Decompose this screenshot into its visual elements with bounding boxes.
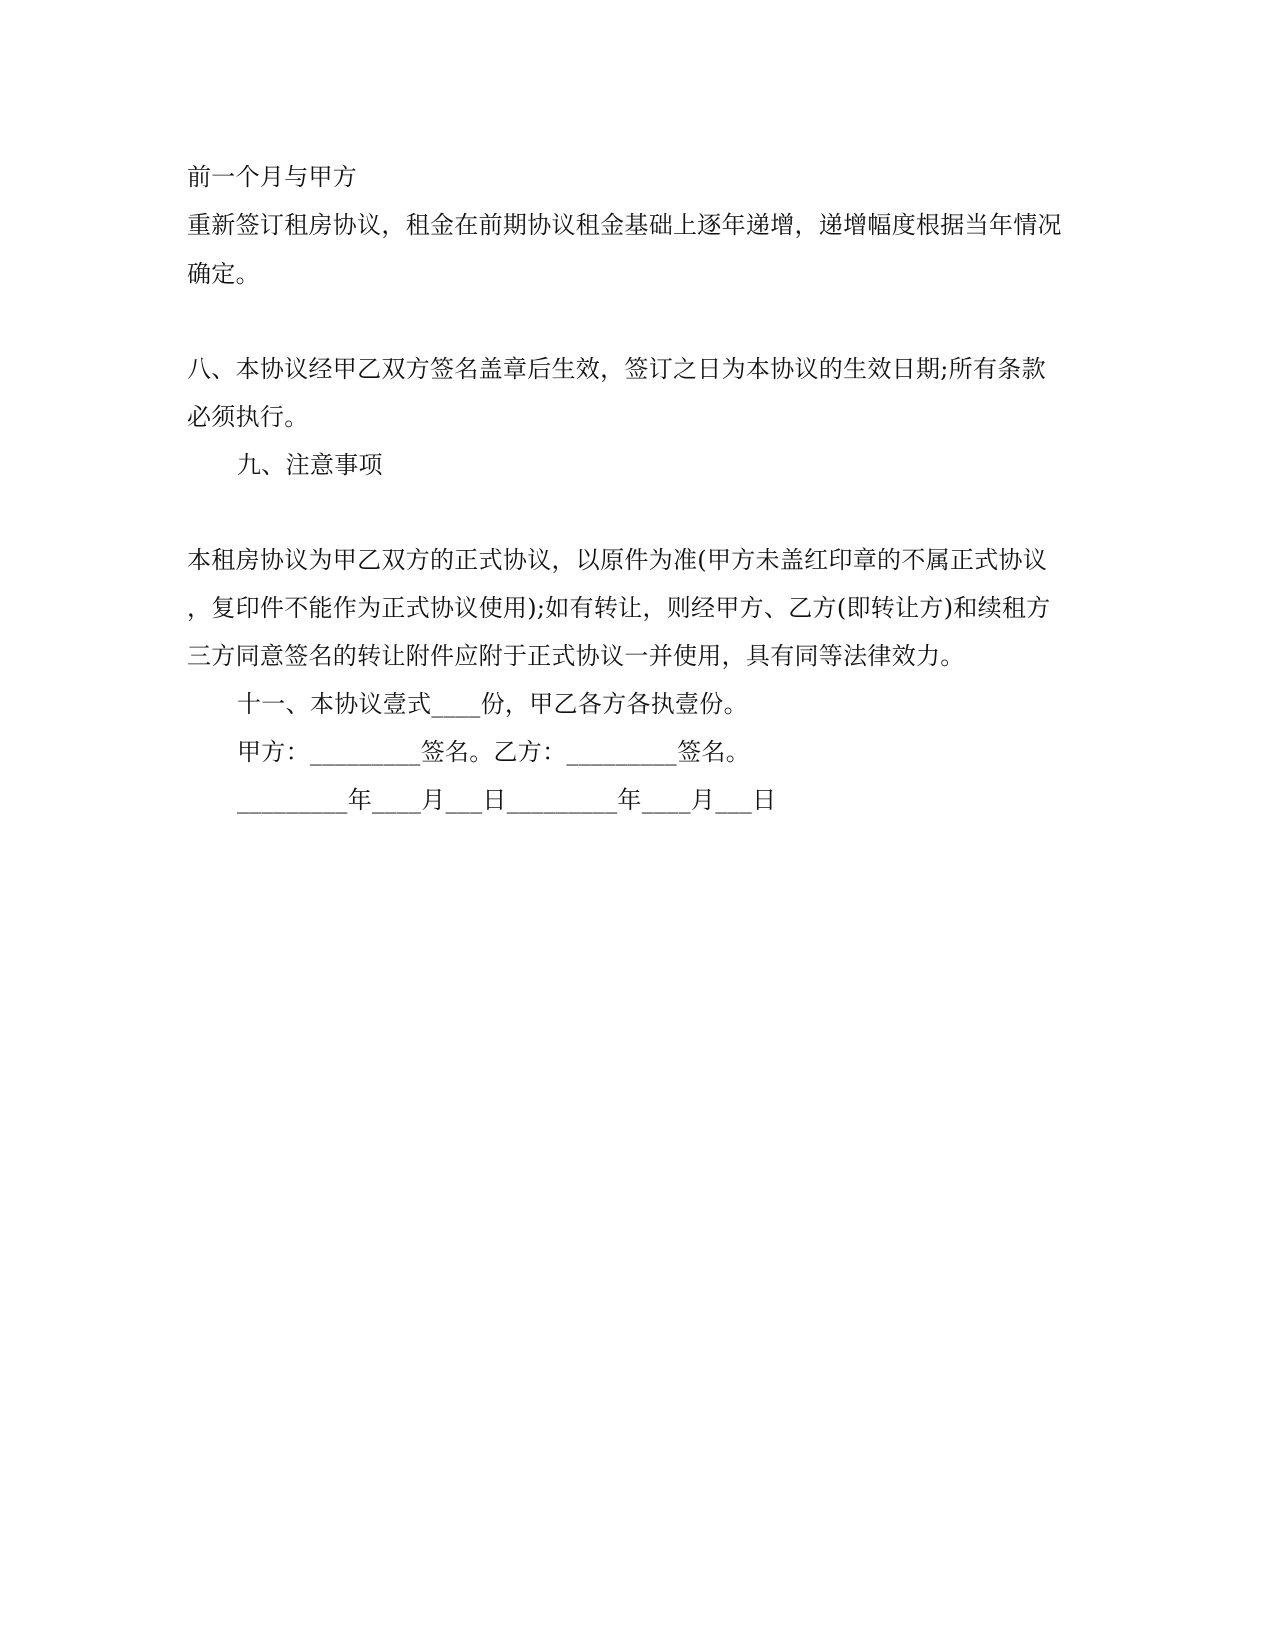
text-line: 三方同意签名的转让附件应附于正式协议一并使用，具有同等法律效力。 [187, 642, 965, 670]
text-line: 必须执行。 [187, 403, 309, 431]
signature-line: 甲方：_________签名。乙方：_________签名。 [237, 738, 750, 766]
text-line: ，复印件不能作为正式协议使用);如有转让，则经甲方、乙方(即转让方)和续租方 [187, 594, 1051, 622]
date-line: _________年____月___日_________年____月___日 [237, 786, 777, 814]
section-eight-line: 八、本协议经甲乙双方签名盖章后生效，签订之日为本协议的生效日期;所有条款 [187, 355, 1046, 383]
copies-clause: 十一、本协议壹式____份，甲乙各方各执壹份。 [237, 690, 748, 718]
text-line: 确定。 [187, 260, 260, 288]
section-nine-heading: 九、注意事项 [237, 451, 383, 479]
text-line: 重新签订租房协议，租金在前期协议租金基础上逐年递增，递增幅度根据当年情况 [187, 211, 1062, 239]
text-line: 本租房协议为甲乙双方的正式协议，以原件为准(甲方未盖红印章的不属正式协议 [187, 546, 1048, 574]
text-line: 前一个月与甲方 [187, 163, 358, 191]
